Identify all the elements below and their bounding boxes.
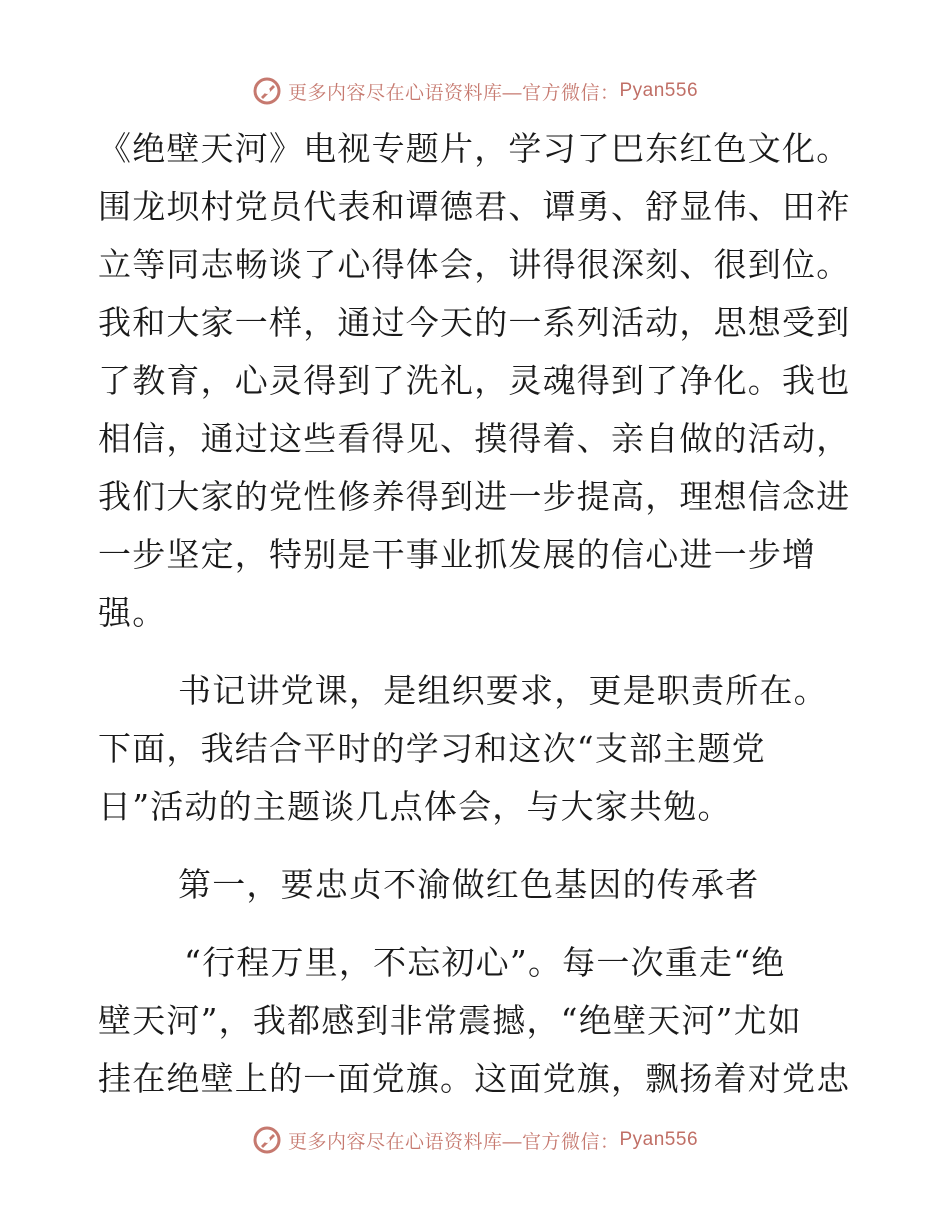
text-line: 日”活动的主题谈几点体会，与大家共勉。	[98, 787, 732, 826]
text-line: 我们大家的党性修养得到进一步提高，理想信念进	[98, 477, 851, 516]
section-heading	[98, 856, 858, 914]
watermark-text: 更多内容尽在心语资料库—官方微信：	[287, 82, 620, 104]
watermark-wechat-id: Pyan556	[619, 1129, 699, 1150]
heading-line: 第一，要忠贞不渝做红色基因的传承者	[178, 865, 760, 904]
text-line: 下面，我结合平时的学习和这次“支部主题党	[98, 729, 766, 768]
watermark-text: 更多内容尽在心语资料库—官方微信：	[287, 1131, 620, 1153]
watermark-header	[0, 71, 950, 111]
text-line: 围龙坝村党员代表和谭德君、谭勇、舒显伟、田祚	[98, 187, 851, 226]
paragraph-2	[98, 662, 858, 836]
text-line: 一步坚定，特别是干事业抓发展的信心进一步增	[98, 535, 817, 574]
text-line: 立等同志畅谈了心得体会，讲得很深刻、很到位。	[98, 245, 851, 284]
paragraph-3	[98, 934, 858, 1108]
watermark-wechat-id: Pyan556	[619, 80, 699, 101]
paragraph-1	[98, 120, 858, 642]
text-line: 强。	[98, 593, 167, 632]
text-line: 我和大家一样，通过今天的一系列活动，思想受到	[98, 303, 851, 342]
quill-seal-icon	[252, 1125, 282, 1155]
quill-seal-icon	[252, 76, 282, 106]
text-line: “行程万里，不忘初心”。每一次重走“绝	[184, 943, 786, 982]
text-line: 《绝壁天河》电视专题片，学习了巴东红色文化。	[98, 129, 851, 168]
watermark-footer	[0, 1120, 950, 1160]
text-line: 了教育，心灵得到了洗礼，灵魂得到了净化。我也	[98, 361, 851, 400]
text-line: 书记讲党课，是组织要求，更是职责所在。	[178, 671, 828, 710]
document-body	[98, 120, 858, 1108]
text-line: 相信，通过这些看得见、摸得着、亲自做的活动，	[98, 419, 851, 458]
text-line: 挂在绝壁上的一面党旗。这面党旗，飘扬着对党忠	[98, 1059, 851, 1098]
text-line: 壁天河”，我都感到非常震撼，“绝壁天河”尤如	[98, 1001, 803, 1040]
